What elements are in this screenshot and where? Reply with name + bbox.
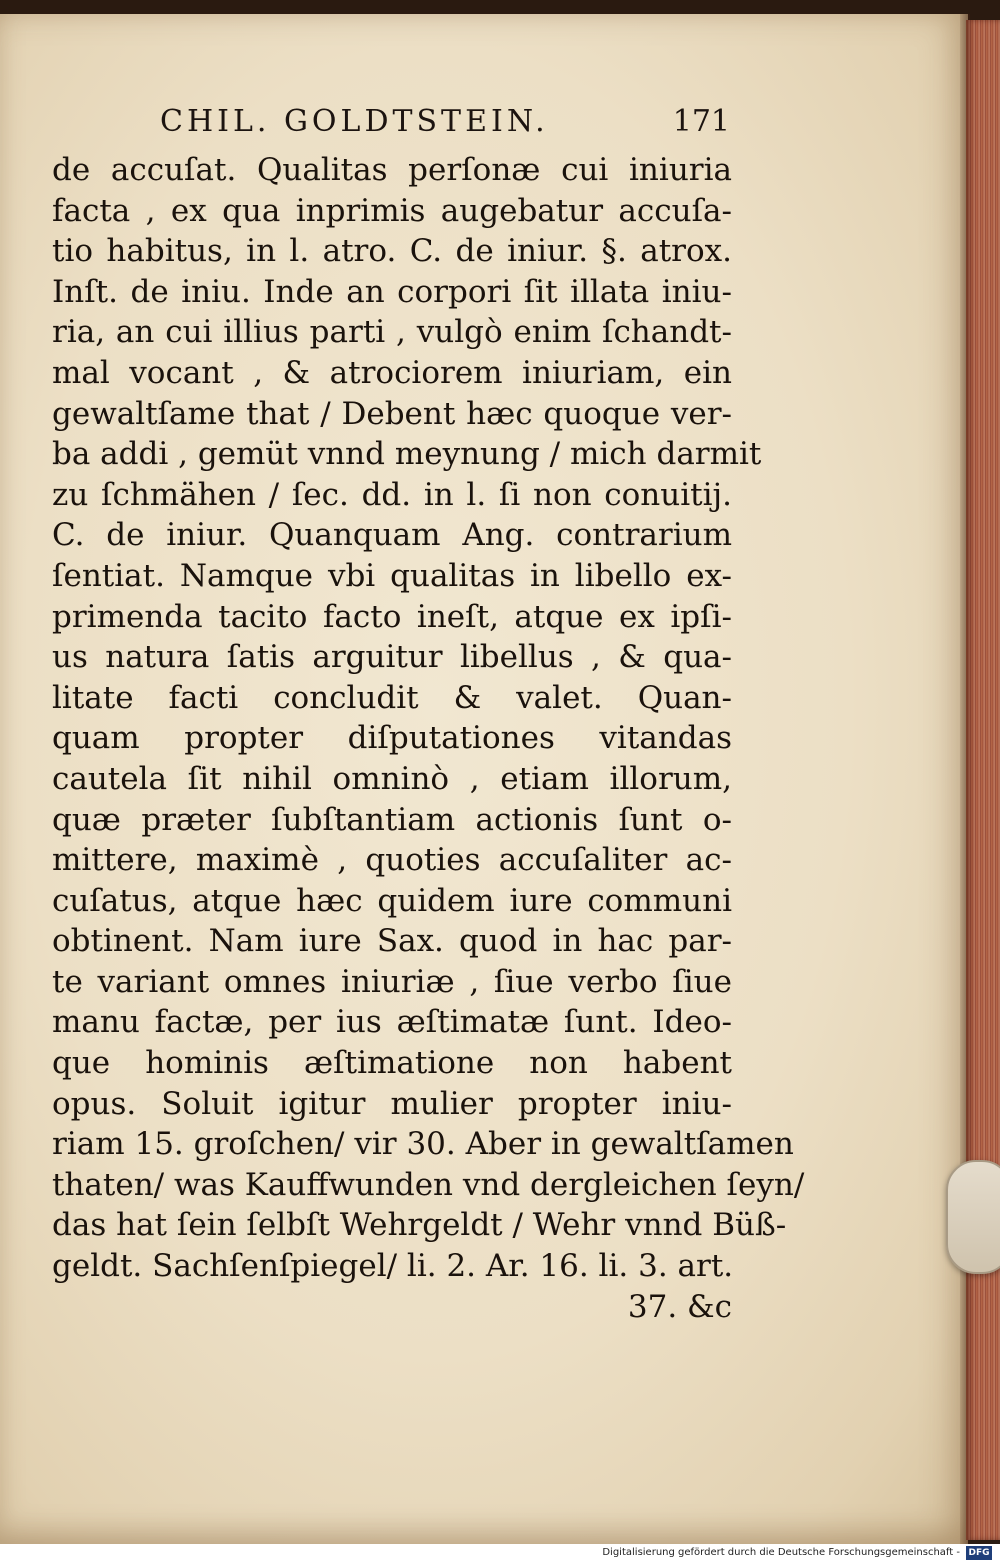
digitization-credit: Digitalisierung gefördert durch die Deutsche Forschungsgemeinschaft -: [602, 1547, 960, 1558]
text-line: tio habitus, in l. atro. C. de iniur. §. atrox.: [52, 233, 732, 270]
text-line: Inſt. de iniu. Inde an corpori ſit illata iniu-: [52, 273, 732, 310]
text-line: primenda tacito facto ineſt, atque ex ipſi-: [52, 598, 732, 635]
text-line: geldt. Sachſenſpiegel/ li. 2. Ar. 16. li. 3. art.: [52, 1248, 734, 1285]
dfg-logo: DFG: [966, 1546, 992, 1560]
text-line: facta , ex qua inprimis augebatur accuſa-: [52, 192, 732, 229]
bookmark-tab: [946, 1160, 1000, 1274]
text-line: manu factæ, per ius æſtimatæ ſunt. Ideo-: [52, 1004, 732, 1041]
text-line: zu ſchmähen / ſec. dd. in l. ſi non conuitij.: [52, 476, 732, 513]
text-line: quam propter diſputationes vitandas: [52, 720, 732, 757]
text-line: us natura ſatis arguitur libellus , & qua-: [52, 639, 732, 676]
running-header: [160, 104, 730, 144]
text-line: cautela ſit nihil omninò , etiam illorum,: [52, 760, 732, 797]
page-number: 171: [672, 104, 730, 139]
text-line: das hat ſein ſelbſt Wehrgeldt / Wehr vnnd Büß-: [52, 1207, 787, 1244]
text-line: riam 15. groſchen/ vir 30. Aber in gewaltſamen: [52, 1126, 794, 1163]
text-line: thaten/ was Kauffwunden vnd dergleichen ſeyn/: [52, 1166, 805, 1203]
body-text: [52, 150, 805, 1327]
text-line: gewaltſame that / Debent hæc quoque ver-: [52, 395, 732, 432]
text-line: ba addi , gemüt vnnd meynung / mich darmit: [52, 436, 762, 473]
text-line: que hominis æſtimatione non habent: [52, 1045, 732, 1082]
text-line: mittere, maximè , quoties accuſaliter ac-: [52, 842, 732, 879]
book-fore-edge: [966, 20, 1000, 1540]
text-line: cuſatus, atque hæc quidem iure communi: [52, 882, 732, 919]
text-line: ſentiat. Namque vbi qualitas in libello ex-: [52, 557, 732, 594]
text-line: opus. Soluit igitur mulier propter iniu-: [52, 1085, 732, 1122]
text-line: quæ præter ſubſtantiam actionis ſunt o-: [52, 801, 732, 838]
text-line: te variant omnes iniuriæ , ſiue verbo ſiue: [52, 963, 732, 1000]
text-line: litate facti concludit & valet. Quan-: [52, 679, 732, 716]
text-line: C. de iniur. Quanquam Ang. contrarium: [52, 517, 732, 554]
running-title: CHIL. GOLDTSTEIN.: [160, 104, 549, 139]
text-line: 37. &c: [627, 1288, 732, 1325]
text-line: obtinent. Nam iure Sax. quod in hac par-: [52, 923, 732, 960]
text-line: mal vocant , & atrociorem iniuriam, ein: [52, 354, 732, 391]
text-line: ria, an cui illius parti , vulgò enim ſchandt-: [52, 314, 732, 351]
text-line: de accuſat. Qualitas perſonæ cui iniuria: [52, 152, 732, 188]
